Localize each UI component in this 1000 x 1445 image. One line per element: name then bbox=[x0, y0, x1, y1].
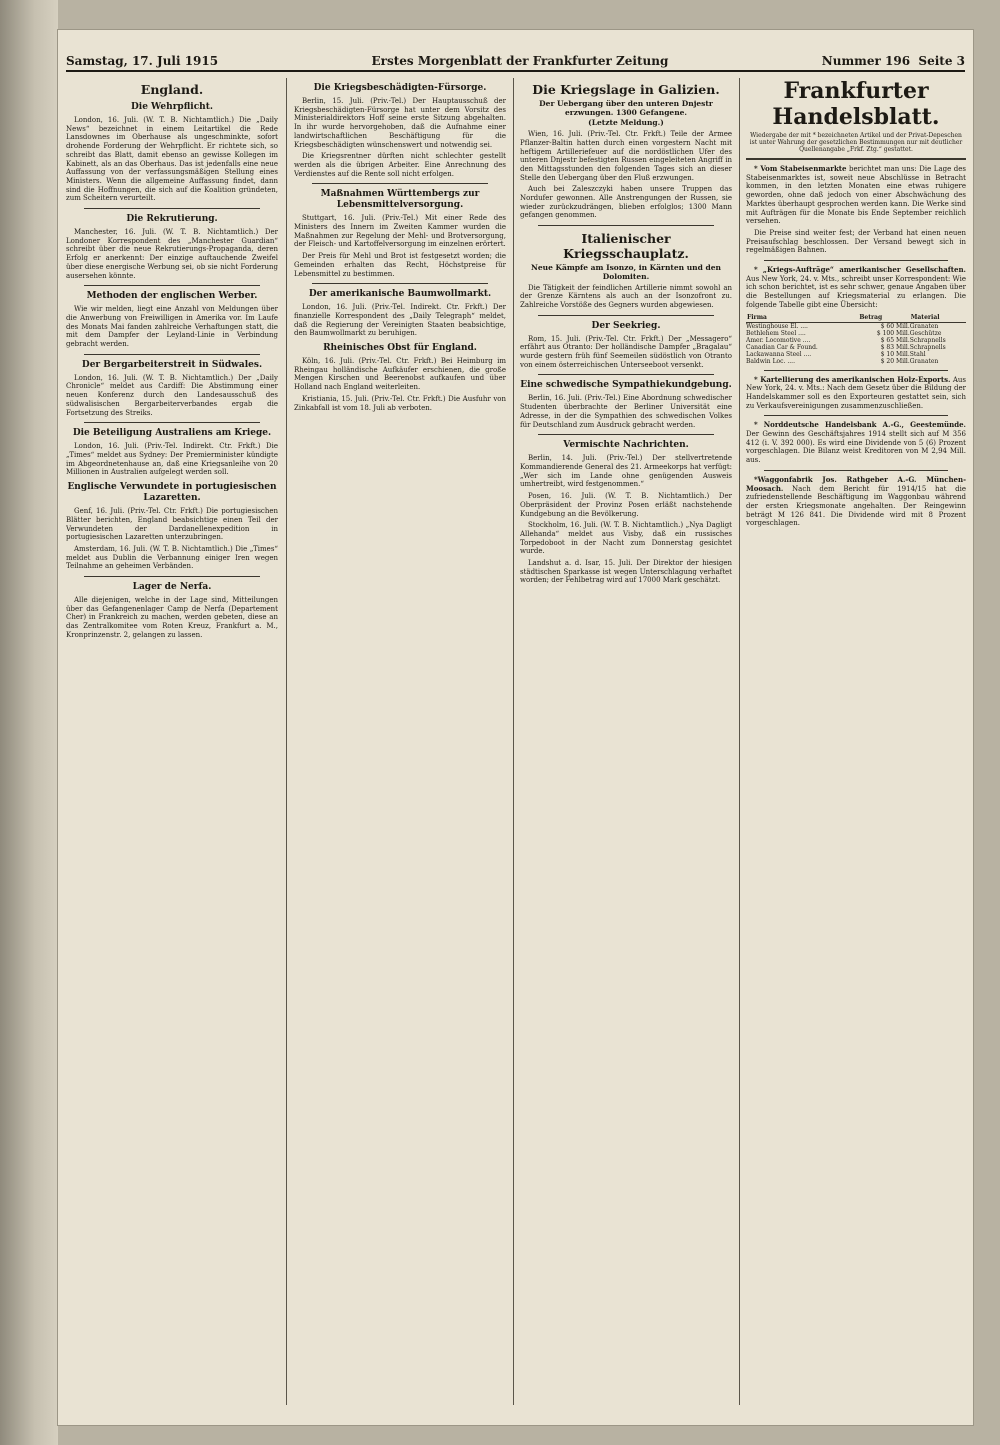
divider bbox=[764, 260, 948, 261]
article-text: Amsterdam, 16. Juli. (W. T. B. Nichtamtlich.) Die „Times“ meldet aus Dublin die Verbannung einiger Iren wegen Teilnahme an geheimen Verbänden. bbox=[66, 544, 278, 571]
column-rule bbox=[739, 78, 740, 1405]
table-header: Firma bbox=[746, 313, 858, 323]
table-row: Bethlehem Steel .... $ 100 Mill. Geschütze bbox=[746, 329, 942, 337]
article-text: Köln, 16. Juli. (Priv.-Tel. Ctr. Frkft.) Bei Heimburg im Rheingau holländische Aufkäufer erschienen, die große Mengen Kirschen und Beerenobst aufkaufen und über Holland nach England weiterleiten. bbox=[294, 357, 506, 392]
divider bbox=[84, 285, 260, 286]
article-text: Stockholm, 16. Juli. (W. T. B. Nichtamtlich.) „Nya Dagligt Allehanda“ meldet aus Visby, daß ein russisches Torpedoboot in der Nacht zum Donnerstag gesichtet wurde. bbox=[520, 521, 732, 556]
table-header: Material bbox=[910, 313, 966, 323]
article-text: * Vom Stabeisenmarkte berichtet man uns: Die Lage des Stabeisenmarktes ist, soweit neue Abschlüsse in Betracht kommen, in den letzten Monaten eine etwas ruhigere geworden, ohne daß jedoch von einer Abschwächung des Marktes überhaupt gesprochen werden kann. Die Werke sind mit Aufträgen für die Monate bis Ende September reichlich versehen. bbox=[746, 164, 966, 226]
article-text: London, 16. Juli. (Priv.-Tel. Indirekt. Ctr. Frkft.) Die „Times“ meldet aus Sydney: Der Premierminister kündigte im Abgeordnetenhause an, daß eine Kriegsanleihe von 20 Millionen in Australien aufgelegt werden soll. bbox=[66, 442, 278, 477]
headline-baumwolle: Der amerikanische Baumwollmarkt. bbox=[308, 289, 492, 300]
table-row: Baldwin Loc. .... $ 20 Mill. Granaten bbox=[746, 357, 939, 365]
article-text: Berlin, 16. Juli. (Priv.-Tel.) Eine Abordnung schwedischer Studenten überbrachte der Berliner Universität eine Adresse, in der die Sympathien des schwedischen Volkes für Deutschland zum Ausdruck gebracht werden. bbox=[520, 394, 732, 429]
headline-rekrutierung: Die Rekrutierung. bbox=[126, 214, 218, 225]
article-text: Die Preise sind weiter fest; der Verband hat einen neuen Preisaufschlag beschlossen. Der Versand bewegt sich in regelmäßigen Bahnen. bbox=[746, 228, 966, 255]
article-text: Wie wir melden, liegt eine Anzahl von Meldungen über die Anwerbung von Freiwilligen in Amerika vor. Im Laufe des Monats Mai fanden zahlreiche Verhaftungen statt, die mit dem Dampfer der Leyland-Linie in Verbindung gebracht werden. bbox=[66, 305, 278, 349]
headline-lager: Lager de Nerfa. bbox=[132, 582, 212, 593]
subheadline: (Letzte Meldung.) bbox=[588, 118, 664, 128]
divider bbox=[84, 422, 260, 423]
divider bbox=[764, 415, 948, 416]
article-text: Berlin, 15. Juli. (Priv.-Tel.) Der Hauptausschuß der Kriegsbeschädigten-Fürsorge hat unter dem Vorsitz des Ministerialdirektors Hoff seine erste Sitzung abgehalten. In ihr wurde hervorgehoben, daß die Aufnahme einer landwirtschaftlichen Beschäftigung für die Kriegsbeschädigten wünschenswert und notwendig sei. bbox=[294, 97, 506, 149]
headline-sympathie: Eine schwedische Sympathiekundgebung. bbox=[520, 380, 732, 391]
headline-italien: Italienischer Kriegsschauplatz. bbox=[563, 231, 689, 262]
column-1 bbox=[66, 78, 278, 1405]
article-text: Alle diejenigen, welche in der Lage sind, Mitteilungen über das Gefangenenlager Camp de Nerfa (Departement Cher) in Frankreich zu machen, werden gebeten, diese an das Zentralkomitee vom Roten Kreuz, Frankfurt a. M., Kronprinzenstr. 2, gelangen zu lassen. bbox=[66, 596, 278, 639]
article-text: Die Kriegsrentner dürften nicht schlechter gestellt werden als die übrigen Arbeiter. Eine Anrechnung des Verdienstes auf die Rente soll nicht erfolgen. bbox=[294, 152, 506, 178]
divider bbox=[764, 370, 948, 371]
divider bbox=[84, 576, 260, 577]
column-rule bbox=[286, 78, 287, 1405]
article-text: Berlin, 14. Juli. (Priv.-Tel.) Der stellvertretende Kommandierende General des 21. Armeekorps hat verfügt: „Wer sich im Lande ohne genügenden Ausweis umhertreibt, wird festgenommen.“ bbox=[520, 454, 732, 489]
article-text: London, 16. Juli. (W. T. B. Nichtamtlich.) Die „Daily News“ bezeichnet in einem Leitartikel die Rede Lansdownes im Oberhause als ungeschminkte, sofort drohende Forderung der Wehrpflicht. Er richtete sich, so schreibt das Blatt, damit ebenso an gewisse Kollegen im Kabinett, als an das Oberhaus. Das ist jedenfalls eine neue Auffassung von der verfassungsmäßigen Stellung eines Ministers. Wenn die allgemeine Auffassung findet, dann sind die Hoffnungen, die sich auf die Koalition gründeten, zum Scheitern verurteilt. bbox=[66, 116, 278, 203]
divider bbox=[538, 225, 714, 226]
article-text: Wien, 16. Juli. (Priv.-Tel. Ctr. Frkft.) Teile der Armee Pflanzer-Baltin hatten durch einen vorgestern Nacht mit heftigem Artilleriefeuer auf die nordöstlichen Ufer des unteren Dnjestr befestigten Russen eingeleiteten Angriff in den Mittagsstunden den folgenden Tages sich an dieser Stelle den Uebergang über den Fluß erzwungen. bbox=[520, 130, 732, 182]
article-text: Genf, 16. Juli. (Priv.-Tel. Ctr. Frkft.) Die portugiesischen Blätter berichten, England beabsichtige einen Teil der Verwundeten der Dardanellenexpedition in portugiesischen Lazaretten unterzubringen. bbox=[66, 507, 278, 542]
article-text: London, 16. Juli. (Priv.-Tel. Indirekt. Ctr. Frkft.) Der finanzielle Korrespondent des „Daily Telegraph“ meldet, daß die Regierung der Vereinigten Staaten beabsichtige, den Baumwollmarkt zu beruhigen. bbox=[294, 303, 506, 338]
article-text: Rom, 15. Juli. (Priv.-Tel. Ctr. Frkft.) Der „Messagero“ erfährt aus Otranto: Der holländische Dampfer „Bragalau“ wurde gestern früh fünf Seemeilen südöstlich von Otranto von einem österreichischen Unterseeboot versenkt. bbox=[520, 334, 732, 369]
headline-bergarbeiter: Der Bergarbeiterstreit in Südwales. bbox=[81, 359, 263, 370]
column-rule bbox=[513, 78, 514, 1405]
headline-obst: Rheinisches Obst für England. bbox=[323, 343, 477, 354]
table-row: Amer. Locomotive .... $ 65 Mill. Schrapnells bbox=[746, 336, 946, 344]
header-number: Nummer 196 Seite 3 bbox=[821, 54, 965, 68]
article-text: Der Preis für Mehl und Brot ist festgesetzt worden; die Gemeinden erhalten das Recht, Höchstpreise für Lebensmittel zu bestimmen. bbox=[294, 252, 506, 278]
article-text: Posen, 16. Juli. (W. T. B. Nichtamtlich.) Der Oberpräsident der Provinz Posen erläßt nachstehende Kundgebung an die Bevölkerung. bbox=[520, 492, 732, 518]
table-header: Betrag bbox=[858, 313, 909, 323]
headline-vermischtes: Vermischte Nachrichten. bbox=[563, 440, 689, 451]
newspaper-page bbox=[58, 30, 973, 1425]
adjacent-page-edge bbox=[0, 0, 58, 1445]
article-text: * „Kriegs-Aufträge“ amerikanischer Gesellschaften. Aus New York, 24. v. Mts., schreibt unser Korrespondent: Wie ich schon berichtet, ist es sehr schwer, genaue Angaben über die Bestellungen auf Kriegsmaterial zu erlangen. Die folgende Tabelle gibt eine Übersicht: bbox=[746, 265, 966, 309]
headline-verwundete: Englische Verwundete in portugiesischen Lazaretten. bbox=[67, 482, 277, 504]
article-text: Auch bei Zaleszczyki haben unsere Truppen das Nordufer gewonnen. Alle Anstrengungen der Russen, sie wieder zurückzudrängen, blieben erfolglos; 1300 Mann gefangen genommen. bbox=[520, 185, 732, 220]
headline-massnahmen: Maßnahmen Württembergs zur Lebensmittelversorgung. bbox=[320, 189, 480, 211]
divider bbox=[538, 434, 714, 435]
article-text: * Kartellierung des amerikanischen Holz-Exports. Aus New York, 24. v. Mts.: Nach dem Gesetz über die Bildung der Handelskammer soll es den Exporteuren gestattet sein, sich zu Verkaufsvereinigungen zusammenzuschließen. bbox=[746, 374, 966, 410]
divider bbox=[312, 283, 488, 284]
article-text: Kristiania, 15. Juli. (Priv.-Tel. Ctr. Frkft.) Die Ausfuhr von Zinkabfall ist vom 18. Juli ab verboten. bbox=[294, 394, 506, 412]
divider bbox=[746, 158, 966, 160]
table-row: Canadian Car & Found. $ 83 Mill. Schrapnells bbox=[746, 343, 946, 351]
headline-galizien: Die Kriegslage in Galizien. bbox=[532, 82, 720, 97]
divider bbox=[312, 183, 488, 184]
handelsblatt-masthead: Frankfurter Handelsblatt. bbox=[772, 78, 940, 130]
table-row: Westinghouse El. .... $ 60 Mill. Granaten bbox=[746, 322, 939, 330]
divider bbox=[84, 354, 260, 355]
article-text: *Waggonfabrik Jos. Rathgeber A.-G. München-Moosach. Nach dem Bericht für 1914/15 hat die zufriedenstellende Beschäftigung im Waggonbau während der ersten Kriegsmonate angehalten. Der Reingewinn beträgt M 126 841. Die Dividende wird mit 8 Prozent vorgeschlagen. bbox=[746, 474, 966, 528]
article-text: Stuttgart, 16. Juli. (Priv.-Tel.) Mit einer Rede des Ministers des Innern im Zweiten Kammer wurden die Maßnahmen zur Regelung der Mehl- und Brotversorgung, der Fleisch- und Kartoffelversorgung im einzelnen erörtert. bbox=[294, 214, 506, 249]
divider bbox=[538, 315, 714, 316]
headline-wehrpflicht: Die Wehrpflicht. bbox=[130, 102, 214, 112]
headline-australien: Die Beteiligung Australiens am Kriege. bbox=[72, 428, 272, 439]
article-text: * Norddeutsche Handelsbank A.-G., Geestemünde. Der Gewinn des Geschäftsjahres 1914 stellt sich auf M 356 412 (i. V. 392 000). Es wird eine Dividende von 5 (6) Prozent vorgeschlagen. Die Bilanz weist Kreditoren von M 2,94 Mill. aus. bbox=[746, 420, 966, 465]
article-text: Landshut a. d. Isar, 15. Juli. Der Direktor der hiesigen städtischen Sparkasse ist wegen Unterschlagung verhaftet worden; der Fehlbetrag wird auf 17000 Mark geschätzt. bbox=[520, 559, 732, 585]
masthead-note: Wiedergabe der mit * bezeichneten Artikel und der Privat-Depeschen ist unter Wahrung der gesetzlichen Bestimmungen nur mit deutlicher Quellenangabe „Frkf. Ztg.“ gestattet. bbox=[749, 132, 963, 153]
headline-fuersorge: Die Kriegsbeschädigten-Fürsorge. bbox=[313, 83, 487, 93]
column-4 bbox=[746, 78, 966, 1405]
subheadline: Neue Kämpfe am Isonzo, in Kärnten und den Dolomiten. bbox=[531, 263, 721, 281]
headline-methoden: Methoden der englischen Werber. bbox=[86, 291, 258, 302]
divider bbox=[764, 470, 948, 471]
table-row: Lackawanna Steel .... $ 10 Mill. Stahl bbox=[746, 350, 926, 358]
headline-england: England. bbox=[140, 82, 204, 97]
orders-table bbox=[746, 313, 966, 365]
column-2 bbox=[294, 78, 506, 1405]
article-text: Die Tätigkeit der feindlichen Artillerie nimmt sowohl an der Grenze Kärntens als auch an der Isonzofront zu. Zahlreiche Vorstöße des Gegners wurden abgewiesen. bbox=[520, 283, 732, 309]
article-text: Manchester, 16. Juli. (W. T. B. Nichtamtlich.) Der Londoner Korrespondent des „Manchester Guardian“ schreibt über die neue Rekrutierungs-Propaganda, deren Erfolg er anerkennt: Der einzige auftauchende Zweifel über diese energische Werbung sei, ob sie nicht Forderung ausersehen könnte. bbox=[66, 228, 278, 280]
page-header bbox=[66, 52, 965, 72]
header-paper-title: Erstes Morgenblatt der Frankfurter Zeitung bbox=[371, 54, 669, 68]
headline-seekrieg: Der Seekrieg. bbox=[591, 320, 661, 331]
divider bbox=[538, 374, 714, 375]
header-date: Samstag, 17. Juli 1915 bbox=[66, 54, 219, 68]
divider bbox=[84, 208, 260, 209]
article-text: London, 16. Juli. (W. T. B. Nichtamtlich.) Der „Daily Chronicle“ meldet aus Cardiff: Die Abstimmung einer neuen Konferenz durch den Landesausschuß des südwalisischen Bergarbeiterverbandes ergab die Fortsetzung des Streiks. bbox=[66, 373, 278, 417]
subheadline: Der Uebergang über den unteren Dnjestr erzwungen. 1300 Gefangene. bbox=[539, 99, 713, 117]
column-3 bbox=[520, 78, 732, 1405]
